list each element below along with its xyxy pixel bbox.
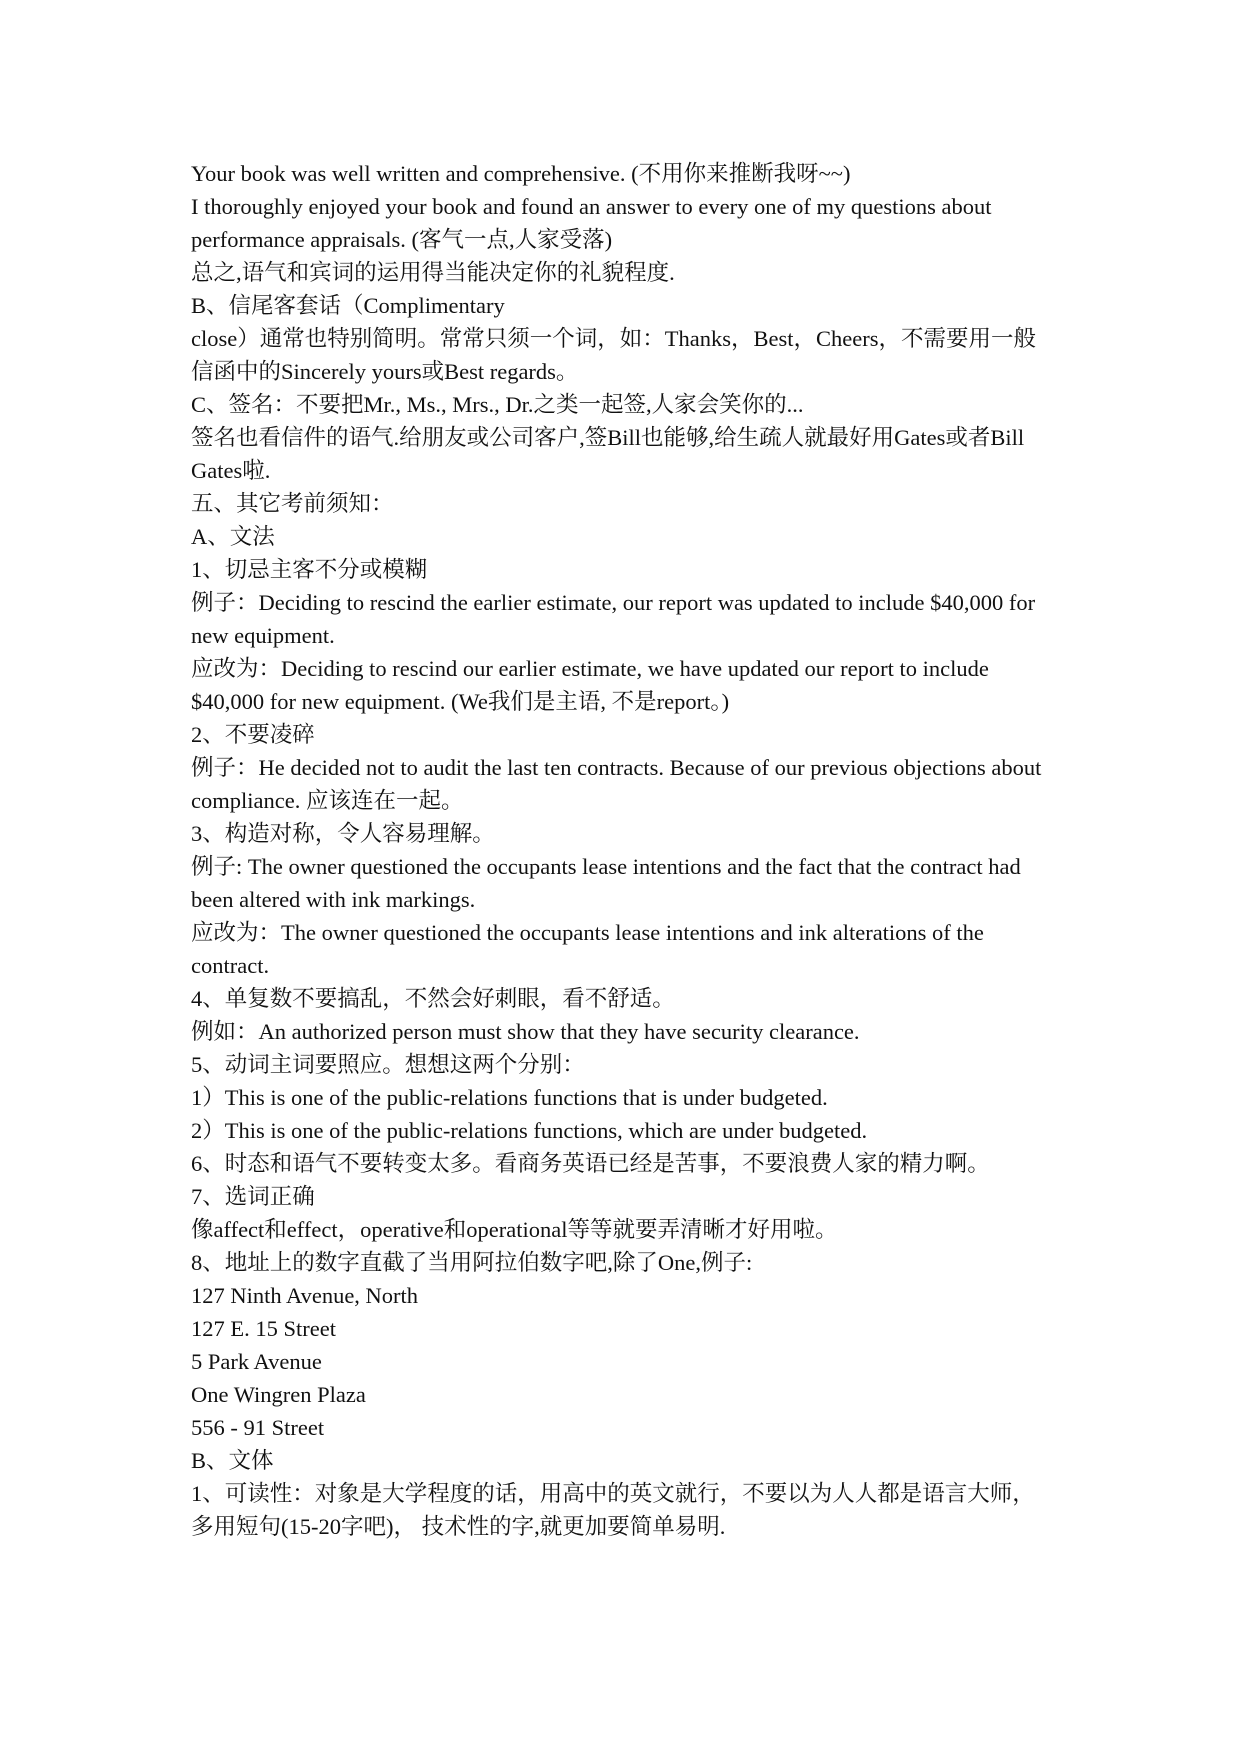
text-line: Your book was well written and comprehensive. (不用你来推断我呀~~) (191, 161, 851, 186)
example-text: 例子：Deciding to rescind the earlier estimate, our report was updated to include $40,000 for new equipment. (191, 590, 1036, 648)
text-line: 总之,语气和宾词的运用得当能决定你的礼貌程度. (191, 260, 675, 285)
address-example: 127 Ninth Avenue, North (191, 1283, 419, 1308)
example-text: 例如：An authorized person must show that they have security clearance. (191, 1019, 860, 1044)
list-item: 4、单复数不要搞乱，不然会好刺眼，看不舒适。 (191, 986, 675, 1011)
list-item: 1、可读性：对象是大学程度的话，用高中的英文就行，不要以为人人都是语言大师，多用短句(15-20字吧)， 技术性的字,就更加要简单易明. (191, 1481, 1035, 1539)
list-item: 5、动词主词要照应。想想这两个分别： (191, 1052, 585, 1077)
section-heading: A、文法 (191, 524, 275, 549)
list-item: 3、构造对称，令人容易理解。 (191, 821, 495, 846)
text-line: I thoroughly enjoyed your book and found an answer to every one of my questions about performance appraisals. (客气一点,人家受落) (191, 194, 992, 252)
list-item: 7、选词正确 (191, 1184, 315, 1209)
address-example: 127 E. 15 Street (191, 1316, 336, 1341)
text-line: 像affect和effect，operative和operational等等就要弄清晰才好用啦。 (191, 1217, 838, 1242)
example-text: 1）This is one of the public-relations functions that is under budgeted. (191, 1085, 828, 1110)
correction-text: 应改为：The owner questioned the occupants lease intentions and ink alterations of the contract. (191, 920, 984, 978)
example-text: 例子: The owner questioned the occupants lease intentions and the fact that the contract had been altered with ink markings. (191, 854, 1021, 912)
section-heading: C、签名：不要把Mr., Ms., Mrs., Dr.之类一起签,人家会笑你的... (191, 392, 804, 417)
list-item: 8、地址上的数字直截了当用阿拉伯数字吧,除了One,例子: (191, 1250, 753, 1275)
example-text: 例子：He decided not to audit the last ten contracts. Because of our previous objections about compliance. 应该连在一起。 (191, 755, 1042, 813)
address-example: 556 - 91 Street (191, 1415, 325, 1440)
list-item: 6、时态和语气不要转变太多。看商务英语已经是苦事，不要浪费人家的精力啊。 (191, 1151, 990, 1176)
text-line: close）通常也特别简明。常常只须一个词，如：Thanks，Best，Cheers，不需要用一般信函中的Sincerely yours或Best regards。 (191, 326, 1036, 384)
address-example: 5 Park Avenue (191, 1349, 322, 1374)
chapter-heading: 五、其它考前须知： (191, 491, 394, 516)
section-heading: B、信尾客套话（Complimentary (191, 293, 505, 318)
list-item: 2、不要凌碎 (191, 722, 315, 747)
section-heading: B、文体 (191, 1448, 274, 1473)
list-item: 1、切忌主客不分或模糊 (191, 557, 428, 582)
text-line: 签名也看信件的语气.给朋友或公司客户,签Bill也能够,给生疏人就最好用Gates或者Bill Gates啦. (191, 425, 1025, 483)
document-body (191, 157, 1053, 1543)
correction-text: 应改为：Deciding to rescind our earlier estimate, we have updated our report to include $40,000 for new equipment. (We我们是主语, 不是report。) (191, 656, 989, 714)
address-example: One Wingren Plaza (191, 1382, 366, 1407)
example-text: 2）This is one of the public-relations functions, which are under budgeted. (191, 1118, 868, 1143)
